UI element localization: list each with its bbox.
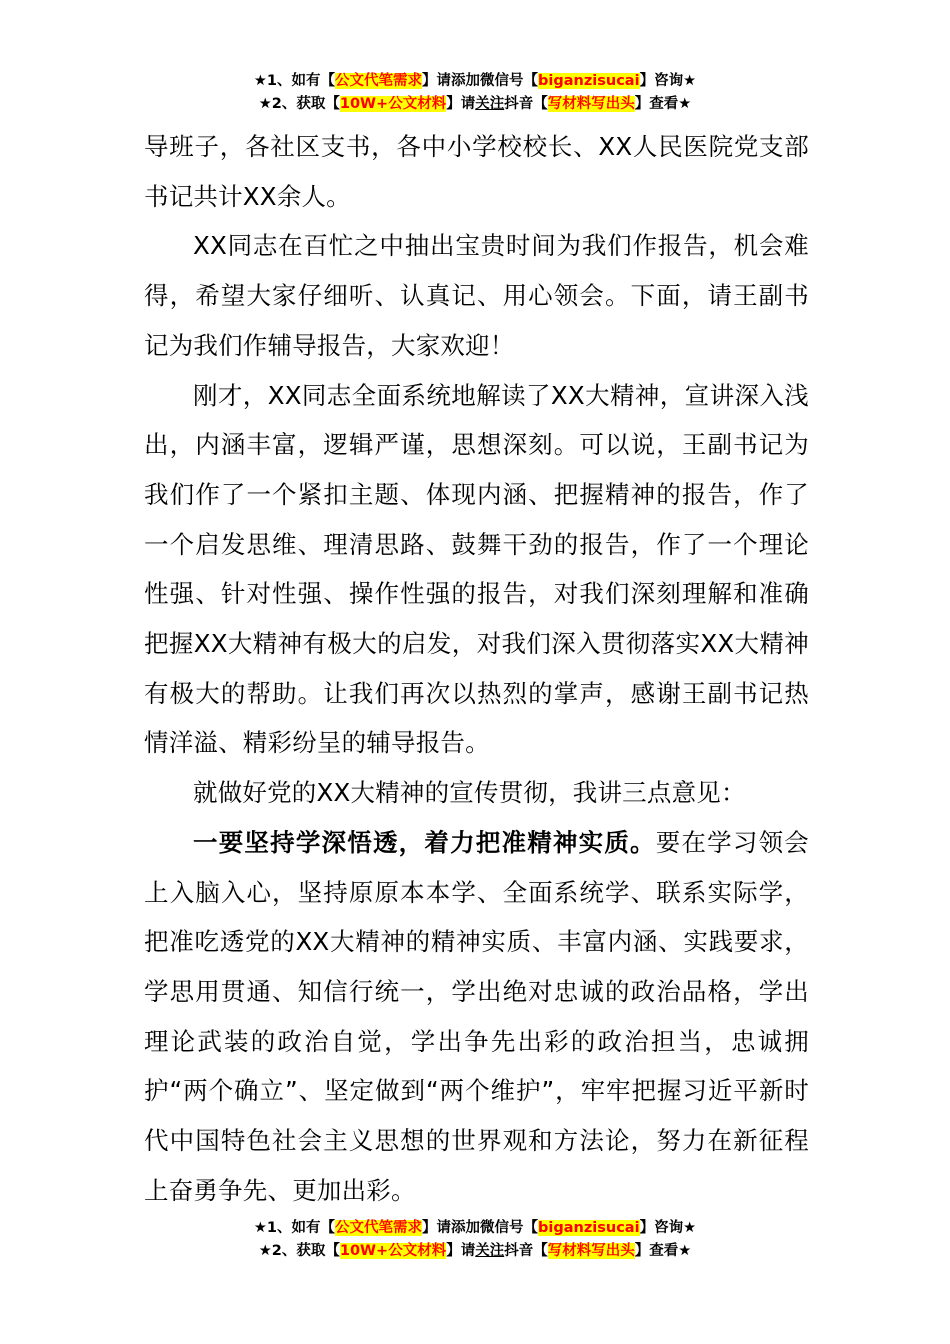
banner-text: 微信号【	[480, 1220, 539, 1236]
banner-text: 】查看★	[634, 96, 692, 112]
banner-text: 】查看★	[634, 1243, 692, 1259]
paragraph-2: XX同志在百忙之中抽出宝贵时间为我们作报告，机会难得，希望大家仔细听、认真记、用心领会。下面，请王副书记为我们作辅导报告，大家欢迎！	[144, 231, 809, 360]
banner-text: 抖音【	[504, 1243, 548, 1259]
banner-text: ★2、获取【	[258, 1243, 340, 1259]
banner-line-1	[0, 1217, 950, 1240]
banner-highlight: biganzisucai	[538, 1220, 640, 1236]
banner-text: 】咨询★	[639, 73, 697, 89]
banner-highlight: 公文代笔需求	[335, 1220, 423, 1236]
banner-text: 】请	[446, 1243, 476, 1259]
banner-underlined: 关注	[475, 96, 505, 112]
banner-line-1	[0, 70, 950, 93]
banner-underlined: 关注	[475, 1243, 505, 1259]
top-banner	[0, 70, 950, 116]
banner-text: 】咨询★	[639, 1220, 697, 1236]
paragraph-5	[144, 818, 809, 1216]
banner-text: 微信号【	[480, 73, 539, 89]
banner-line-2	[0, 93, 950, 116]
paragraph-1: 导班子，各社区支书，各中小学校校长、XX人民医院党支部书记共计XX余人。	[144, 132, 809, 211]
banner-highlight: biganzisucai	[538, 73, 640, 89]
banner-text: ★2、获取【	[258, 96, 340, 112]
banner-line-2	[0, 1240, 950, 1263]
banner-text: 】请添加	[422, 73, 481, 89]
banner-text: 抖音【	[504, 96, 548, 112]
banner-text: ★1、如有【	[253, 73, 336, 89]
banner-highlight: 10W+公文材料	[339, 1243, 447, 1259]
banner-text: 】请添加	[422, 1220, 481, 1236]
banner-text: 】请	[446, 96, 476, 112]
banner-highlight: 写材料写出头	[547, 96, 635, 112]
banner-highlight: 公文代笔需求	[335, 73, 423, 89]
paragraph-3: 刚才，XX同志全面系统地解读了XX大精神，宣讲深入浅出，内涵丰富，逻辑严谨，思想深刻。可以说，王副书记为我们作了一个紧扣主题、体现内涵、把握精神的报告，作了一个启发思维、理清思路、鼓舞干劲的报告，作了一个理论性强、针对性强、操作性强的报告，对我们深刻理解和准确把握XX大精神有极大的启发，对我们深入贯彻落实XX大精神有极大的帮助。让我们再次以热烈的掌声，感谢王副书记热情洋溢、精彩纷呈的辅导报告。	[144, 380, 809, 758]
banner-highlight: 10W+公文材料	[339, 96, 447, 112]
banner-text: ★1、如有【	[253, 1220, 336, 1236]
paragraph-5-heading: 一要坚持学深悟透，着力把准精神实质。	[193, 827, 656, 857]
bottom-banner	[0, 1217, 950, 1263]
document-body	[144, 122, 809, 1215]
banner-highlight: 写材料写出头	[547, 1243, 635, 1259]
paragraph-4: 就做好党的XX大精神的宣传贯彻，我讲三点意见：	[193, 778, 746, 808]
paragraph-5-text: 要在学习领会上入脑入心，坚持原原本本学、全面系统学、联系实际学，把准吃透党的XX大精神的精神实质、丰富内涵、实践要求，学思用贯通、知信行统一，学出绝对忠诚的政治品格，学出理论武装的政治自觉，学出争先出彩的政治担当，忠诚拥护“两个确立”、坚定做到“两个维护”，牢牢把握习近平新时代中国特色社会主义思想的世界观和方法论，努力在新征程上奋勇争先、更加出彩。	[144, 827, 809, 1205]
